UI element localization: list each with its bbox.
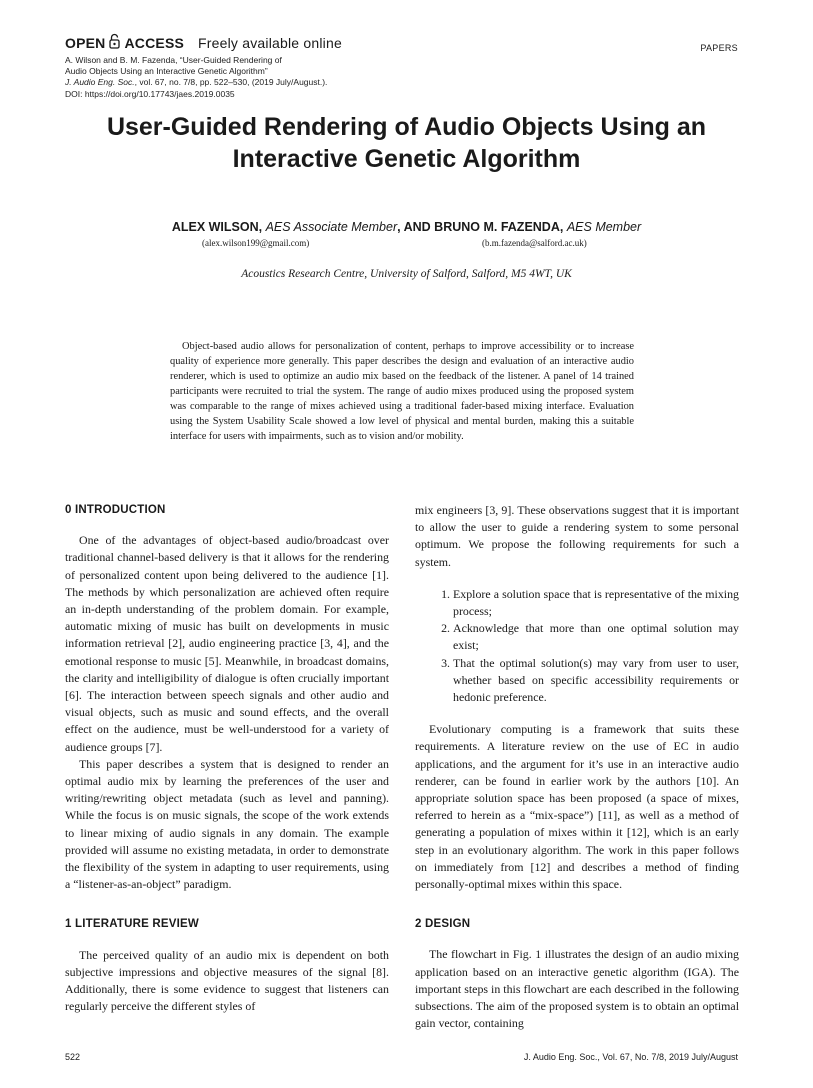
access-label: ACCESS xyxy=(124,34,185,51)
heading-design: 2 DESIGN xyxy=(415,918,471,931)
requirements-list xyxy=(415,586,739,706)
heading-literature-review: 1 LITERATURE REVIEW xyxy=(65,918,199,931)
paper-title xyxy=(40,111,773,175)
open-access-badge xyxy=(65,33,342,52)
affiliation: Acoustics Research Centre, University of Salford, Salford, M5 4WT, UK xyxy=(241,268,572,280)
doi-link[interactable]: DOI: https://doi.org/10.17743/jaes.2019.0035 xyxy=(65,89,235,99)
heading-introduction: 0 INTRODUCTION xyxy=(65,504,166,516)
left-column xyxy=(65,502,389,1015)
page-number: 522 xyxy=(65,1052,81,1062)
citation-details: , vol. 67, no. 7/8, pp. 522–530, (2019 July/August.). xyxy=(134,77,328,87)
author-1-email[interactable]: (alex.wilson199@gmail.com) xyxy=(202,238,310,248)
title-line-2: Interactive Genetic Algorithm xyxy=(232,145,581,173)
citation-line-2: Audio Objects Using an Interactive Genetic Algorithm” xyxy=(65,66,268,76)
continued-paragraph: mix engineers [3, 9]. These observations suggest that it is important to allow the user to guide a rendering system to some personal optimum. We propose the following requirements for such a system. xyxy=(415,503,739,569)
citation-line-3 xyxy=(65,77,327,88)
citation xyxy=(65,55,327,88)
design-paragraph: The flowchart in Fig. 1 illustrates the design of an audio mixing application based on an interactive genetic algorithm (IGA). The important steps in this flowchart are each described in the following subsections. The aim of the proposed system is to obtain an optimal gain vector, containing xyxy=(415,947,739,1031)
abstract: Object-based audio allows for personalization of content, perhaps to improve accessibility or to increase quality of experience more generally. This paper describes the design and evaluation of an interactive audio renderer, which is used to optimize an audio mix based on the feedback of the listener. A panel of 14 trained participants were recruited to trial the system. The range of audio mixes produced using the proposed system was comparable to the range of mixes achieved using a traditional fader-based mixing interface. Evaluation using the System Usability Scale showed a low level of physical and mental burden, making this a suitable interface for users with impairments, such as to vision and/or mobility. xyxy=(170,341,634,443)
list-item: 2. Acknowledge that more than one optimal solution may exist; xyxy=(453,620,739,654)
open-lock-icon xyxy=(109,33,120,52)
literature-paragraph-1: The perceived quality of an audio mix is dependent on both subjective impressions and objective measures of the signal [8]. Additionally, there is some evidence to suggest that listeners can regularly perceive the different styles of xyxy=(65,947,389,1014)
author-2-name: BRUNO M. FAZENDA, xyxy=(434,220,564,234)
and-separator: , AND xyxy=(397,220,431,234)
author-1-role: AES Associate Member xyxy=(265,220,398,234)
list-item: 3. That the optimal solution(s) may vary from user to user, whether based on specific accessibility requirements or hedonic preference. xyxy=(453,655,739,707)
citation-journal: J. Audio Eng. Soc. xyxy=(65,77,135,87)
evolutionary-paragraph: Evolutionary computing is a framework that suits these requirements. A literature review on the use of EC in audio applications, and the argument for it’s use in an interactive audio renderer, can be found in earlier work by the authors [10]. An appropriate solution space has been proposed (a space of mixes, referred to herein as a “mix-space”) [11], as well as a method of generating a population of mixes within it [12], which is an early step in an evolutionary algorithm. The work in this paper follows on immediately from [12] and describes a method of finding personally-optimal mixes within this space. xyxy=(415,722,739,892)
author-1-name: ALEX WILSON, xyxy=(171,220,263,234)
freely-available-label: Freely available online xyxy=(198,34,342,51)
intro-paragraph-2: This paper describes a system that is designed to render an optimal audio mix by learning the preferences of the user and writing/rewriting object metadata (such as level and panning). While the focus is on music signals, the scope of the work extends to linear mixing of audio signals in any domain. The example provided will assume no existing metadata, in order to demonstrate the flexibility of the system in adapting to user requirements, using a “listener-as-an-object” paradigm. xyxy=(65,756,389,892)
open-label: OPEN xyxy=(65,34,106,51)
journal-reference: J. Audio Eng. Soc., Vol. 67, No. 7/8, 2019 July/August xyxy=(523,1052,738,1062)
list-item: 1. Explore a solution space that is representative of the mixing process; xyxy=(453,586,739,620)
title-line-1: User-Guided Rendering of Audio Objects Using an xyxy=(106,113,707,141)
section-label: PAPERS xyxy=(700,43,738,53)
intro-paragraph-1: One of the advantages of object-based audio/broadcast over traditional channel-based delivery is that it allows for the rendering of personalized content upon being delivered to the audience [1]. The methods by which personalization are achieved often require an in-depth understanding of the problem domain. For example, automatic mixing of music has built on developments in music information retrieval [2], audio engineering practice [3, 4], and the emotional response to music [5]. Meanwhile, in broadcast domains, the clarity and intelligibility of dialogue is often crucially important [6]. The interaction between speech signals and other audio and visual objects, such as music and sound effects, and the overall effect on the audience, must be well-understood for a variety of audience groups [7]. xyxy=(65,533,389,754)
citation-line-1: A. Wilson and B. M. Fazenda, “User-Guided Rendering of xyxy=(65,55,282,65)
author-2-role: AES Member xyxy=(566,220,642,234)
author-line xyxy=(0,220,813,234)
right-column xyxy=(415,502,739,1032)
author-2-email[interactable]: (b.m.fazenda@salford.ac.uk) xyxy=(482,238,587,248)
